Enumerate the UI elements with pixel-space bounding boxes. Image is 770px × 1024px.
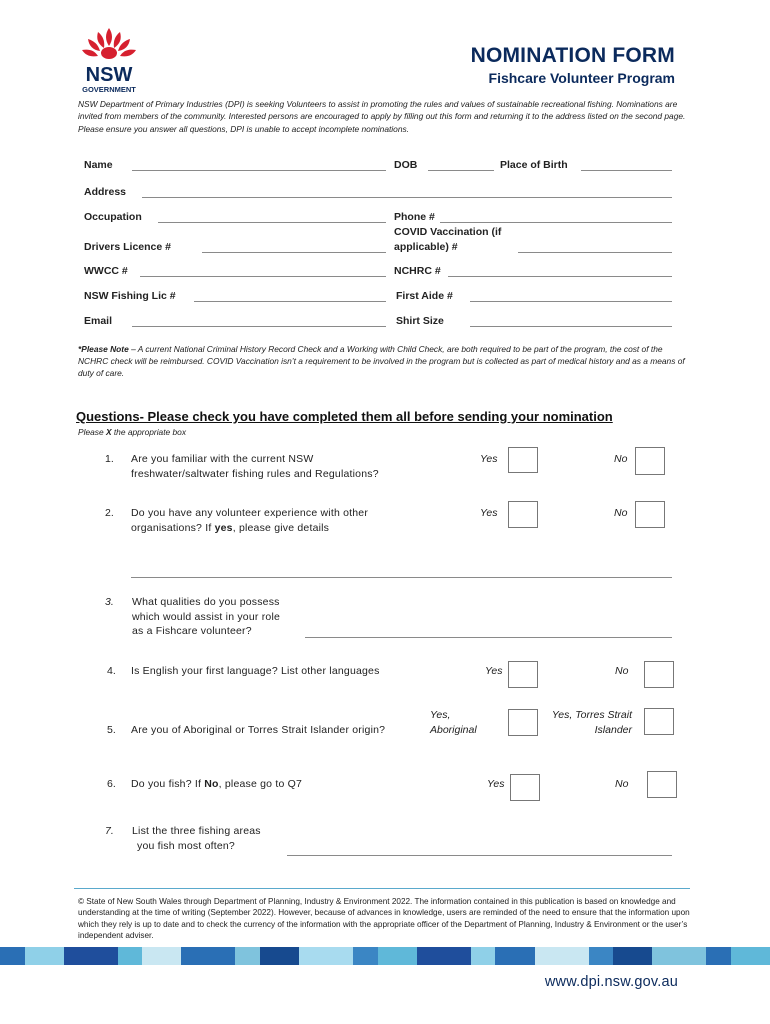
- q5-text: Are you of Aboriginal or Torres Strait Islander origin?: [131, 724, 386, 736]
- q4-text: Is English your first language? List other languages: [131, 665, 380, 677]
- q1-no-label: No: [614, 453, 628, 465]
- q4-yes-label: Yes: [485, 665, 503, 677]
- intro-paragraph: NSW Department of Primary Industries (DPI) is seeking Volunteers to assist in promoting the rules and values of sustainable recreational fishing. Nominations are invited from members of the community. Interested persons are encouraged to apply by filling out this form and returning it to the address listed on the second page. Please ensure you answer all questions, DPI is unable to accept incomplete nominations.: [78, 99, 686, 134]
- stripe-segment: [181, 947, 235, 965]
- nsw-wordmark: NSW: [85, 64, 133, 86]
- page-subtitle: Fishcare Volunteer Program: [488, 70, 675, 86]
- shirt-size-field[interactable]: [470, 326, 672, 327]
- q4-no-label: No: [615, 665, 629, 677]
- q7-text-line1: List the three fishing areas: [132, 825, 261, 837]
- email-label: Email: [84, 315, 113, 327]
- stripe-segment: [142, 947, 181, 965]
- q6-no-checkbox[interactable]: [647, 771, 677, 798]
- stripe-segment: [64, 947, 118, 965]
- stripe-segment: [378, 947, 417, 965]
- q5-torres-strait-label-line2: Islander: [594, 724, 632, 736]
- occupation-field[interactable]: [158, 222, 386, 223]
- note-text: – A current National Criminal History Record Check and a Working with Child Check, are both required to be part of the program, the cost of the NCHRC check will be reimbursed. COVID Vaccination isn’t a requirement to be involved in the program but is collected as part of medical history and as a means of duty of care.: [78, 344, 685, 378]
- q6-yes-checkbox[interactable]: [510, 774, 540, 801]
- q5-aboriginal-label-line1: Yes,: [430, 709, 451, 721]
- fishing-licence-label: NSW Fishing Lic #: [84, 290, 176, 302]
- q6-number: 6.: [107, 778, 116, 790]
- q6-text: Do you fish? If No, please go to Q7: [131, 778, 303, 790]
- website-link[interactable]: www.dpi.nsw.gov.au: [544, 974, 678, 990]
- q7-text-line2: you fish most often?: [137, 840, 235, 852]
- page-title: NOMINATION FORM: [470, 44, 675, 67]
- covid-field[interactable]: [518, 252, 672, 253]
- nchrc-label: NCHRC #: [394, 265, 441, 277]
- q4-yes-checkbox[interactable]: [508, 661, 538, 688]
- q1-text-line2: freshwater/saltwater fishing rules and Regulations?: [131, 468, 379, 480]
- q1-yes-checkbox[interactable]: [508, 447, 538, 473]
- q3-number: 3.: [105, 596, 114, 608]
- q2-text-line2: organisations? If yes, please give details: [131, 522, 330, 534]
- q1-number: 1.: [105, 453, 114, 465]
- q2-text-line1: Do you have any volunteer experience with other: [131, 507, 369, 519]
- q3-text-line3: as a Fishcare volunteer?: [132, 625, 252, 637]
- stripe-segment: [0, 947, 25, 965]
- q7-answer-field[interactable]: [287, 855, 672, 856]
- drivers-licence-label: Drivers Licence #: [84, 241, 171, 253]
- drivers-licence-field[interactable]: [202, 252, 386, 253]
- q2-number: 2.: [105, 507, 114, 519]
- q1-no-checkbox[interactable]: [635, 447, 665, 475]
- stripe-segment: [731, 947, 770, 965]
- stripe-segment: [25, 947, 64, 965]
- q2-no-label: No: [614, 507, 628, 519]
- place-of-birth-field[interactable]: [581, 170, 672, 171]
- stripe-segment: [652, 947, 706, 965]
- shirt-size-label: Shirt Size: [396, 315, 444, 327]
- q7-number: 7.: [105, 825, 114, 837]
- q5-torres-strait-checkbox[interactable]: [644, 708, 674, 735]
- dob-field[interactable]: [428, 170, 494, 171]
- covid-label-line1: COVID Vaccination (if: [394, 226, 502, 238]
- q6-no-label: No: [615, 778, 629, 790]
- phone-field[interactable]: [440, 222, 672, 223]
- stripe-segment: [471, 947, 496, 965]
- q2-yes-checkbox[interactable]: [508, 501, 538, 528]
- q3-text-line1: What qualities do you possess: [132, 596, 280, 608]
- q5-aboriginal-label-line2: Aboriginal: [430, 724, 477, 736]
- footer-color-stripe: [0, 947, 770, 965]
- address-field[interactable]: [142, 197, 672, 198]
- name-field[interactable]: [132, 170, 386, 171]
- stripe-segment: [535, 947, 589, 965]
- stripe-segment: [613, 947, 652, 965]
- q1-yes-label: Yes: [480, 453, 498, 465]
- dob-label: DOB: [394, 159, 418, 171]
- q3-text-line2: which would assist in your role: [132, 611, 281, 623]
- note-lead: *Please Note: [78, 344, 129, 354]
- name-label: Name: [84, 159, 113, 171]
- q2-details-field[interactable]: [131, 577, 672, 578]
- copyright-notice: © State of New South Wales through Department of Planning, Industry & Environment 2022. The information contained in this publication is based on knowledge and understanding at the time of writing (September 2022). However, because of advances in knowledge, users are reminded of the need to ensure that the information upon which they rely is up to date and to check the currency of the information with the appropriate officer of the Department of Planning, Industry & Environment or the user’s independent adviser.: [78, 897, 690, 941]
- nchrc-field[interactable]: [448, 276, 672, 277]
- covid-label-line2: applicable) #: [394, 241, 458, 253]
- wwcc-field[interactable]: [140, 276, 386, 277]
- q4-no-checkbox[interactable]: [644, 661, 674, 688]
- please-note: [78, 343, 693, 379]
- waratah-icon: [82, 28, 136, 59]
- q2-yes-label: Yes: [480, 507, 498, 519]
- phone-label: Phone #: [394, 211, 435, 223]
- address-label: Address: [84, 186, 127, 198]
- stripe-segment: [589, 947, 614, 965]
- q4-number: 4.: [107, 665, 116, 677]
- footer-divider: [74, 888, 690, 889]
- q5-torres-strait-label-line1: Yes, Torres Strait: [551, 709, 632, 721]
- first-aide-label: First Aide #: [396, 290, 453, 302]
- email-field[interactable]: [132, 326, 386, 327]
- wwcc-label: WWCC #: [84, 265, 128, 277]
- place-of-birth-label: Place of Birth: [500, 159, 568, 171]
- questions-instruction: Please X the appropriate box: [78, 427, 187, 437]
- stripe-segment: [706, 947, 731, 965]
- q3-answer-field[interactable]: [305, 637, 672, 638]
- stripe-segment: [299, 947, 353, 965]
- nsw-government-logo: [74, 26, 144, 96]
- stripe-segment: [118, 947, 143, 965]
- government-wordmark: GOVERNMENT: [82, 85, 136, 94]
- first-aide-field[interactable]: [470, 301, 672, 302]
- q2-no-checkbox[interactable]: [635, 501, 665, 528]
- q5-number: 5.: [107, 724, 116, 736]
- stripe-segment: [353, 947, 378, 965]
- stripe-segment: [260, 947, 299, 965]
- questions-heading: Questions- Please check you have completed them all before sending your nomination: [76, 409, 613, 424]
- fishing-licence-field[interactable]: [194, 301, 386, 302]
- q5-aboriginal-checkbox[interactable]: [508, 709, 538, 736]
- stripe-segment: [417, 947, 471, 965]
- q6-yes-label: Yes: [487, 778, 505, 790]
- q1-text-line1: Are you familiar with the current NSW: [131, 453, 314, 465]
- occupation-label: Occupation: [84, 211, 142, 223]
- stripe-segment: [235, 947, 260, 965]
- stripe-segment: [495, 947, 534, 965]
